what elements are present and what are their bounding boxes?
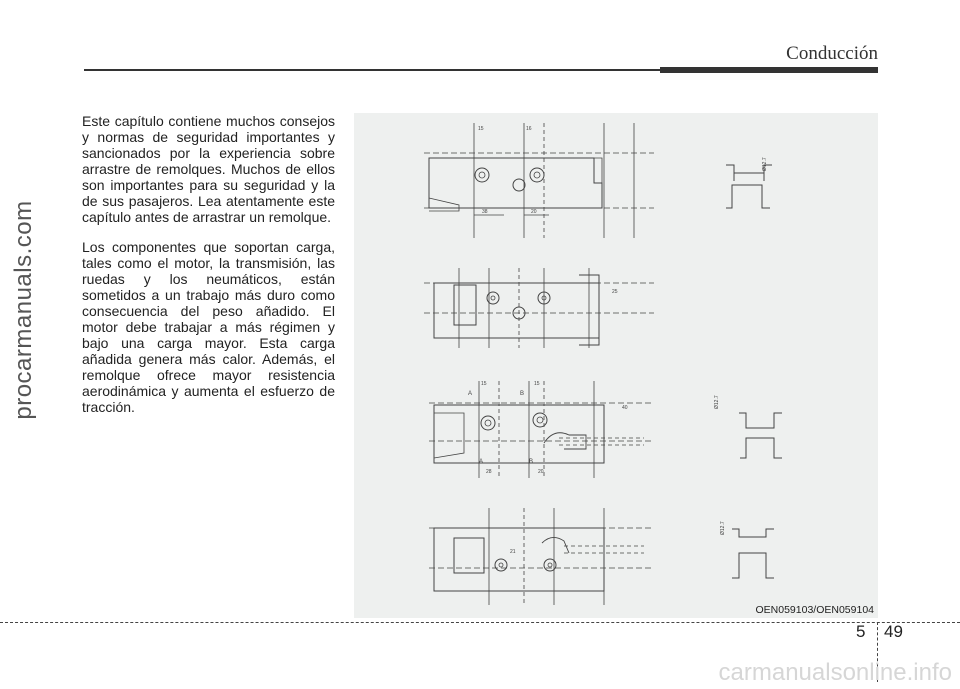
label-15-mid: 15 <box>481 381 487 387</box>
label-b-top: B <box>520 391 525 397</box>
drawing-2 <box>424 268 654 348</box>
label-phi-1: Ø12.7 <box>762 157 768 171</box>
label-25: 25 <box>612 289 618 295</box>
label-20-top: 20 <box>531 209 537 215</box>
profile-2 <box>714 395 782 458</box>
label-40: 40 <box>622 405 628 411</box>
label-b-bottom: B <box>529 459 534 465</box>
technical-drawing <box>354 113 878 618</box>
label-a-bottom: A <box>479 459 484 465</box>
drawing-1 <box>424 123 654 238</box>
tow-hitch-figure <box>354 113 878 618</box>
label-21: 21 <box>510 549 516 555</box>
label-38: 38 <box>482 209 488 215</box>
drawing-3 <box>429 381 654 478</box>
section-title: Conducción <box>786 43 878 64</box>
label-phi-2: Ø12.7 <box>714 395 720 409</box>
profile-1 <box>726 157 772 208</box>
header-rule-thin <box>84 69 664 71</box>
footer-rule <box>0 622 960 623</box>
chapter-number: 5 <box>856 622 866 641</box>
bottom-watermark: carmanualsonline.info <box>718 659 952 686</box>
side-watermark <box>4 120 44 500</box>
figure-caption: OEN059103/OEN059104 <box>755 604 874 616</box>
body-paragraph-1: Este capítulo contiene muchos consejos y normas de seguridad importantes y sancionados por la experiencia sobre arrastre de remolques. Muchos de ellos son importantes para su seguridad y la de sus pasajeros. Lea atentamente este capítulo antes de arrastrar un remolque. <box>82 113 335 225</box>
label-20-mid: 20 <box>538 469 544 475</box>
side-watermark-text: procarmanuals.com <box>10 200 37 420</box>
label-16-top: 16 <box>526 126 532 132</box>
profile-3 <box>720 521 774 578</box>
body-paragraph-2: Los componentes que soportan carga, tales como el motor, la transmisión, las ruedas y los neumáticos, están sometidos a un trabajo más duro como consecuencia del peso añadido. El motor debe trabajar a más régimen y bajo una carga mayor. Esta carga añadida genera más calor. Además, el remolque ofrece mayor resistencia aerodinámica y aumenta el esfuerzo de tracción. <box>82 239 335 415</box>
label-15-top: 15 <box>478 126 484 132</box>
label-a-top: A <box>468 391 473 397</box>
page-number: 49 <box>884 622 903 641</box>
drawing-4 <box>429 508 654 605</box>
body-text <box>82 113 335 429</box>
label-15-mid-b: 15 <box>534 381 540 387</box>
label-phi-3: Ø12.7 <box>720 521 726 535</box>
label-28: 28 <box>486 469 492 475</box>
header-rule-thick <box>660 67 878 73</box>
